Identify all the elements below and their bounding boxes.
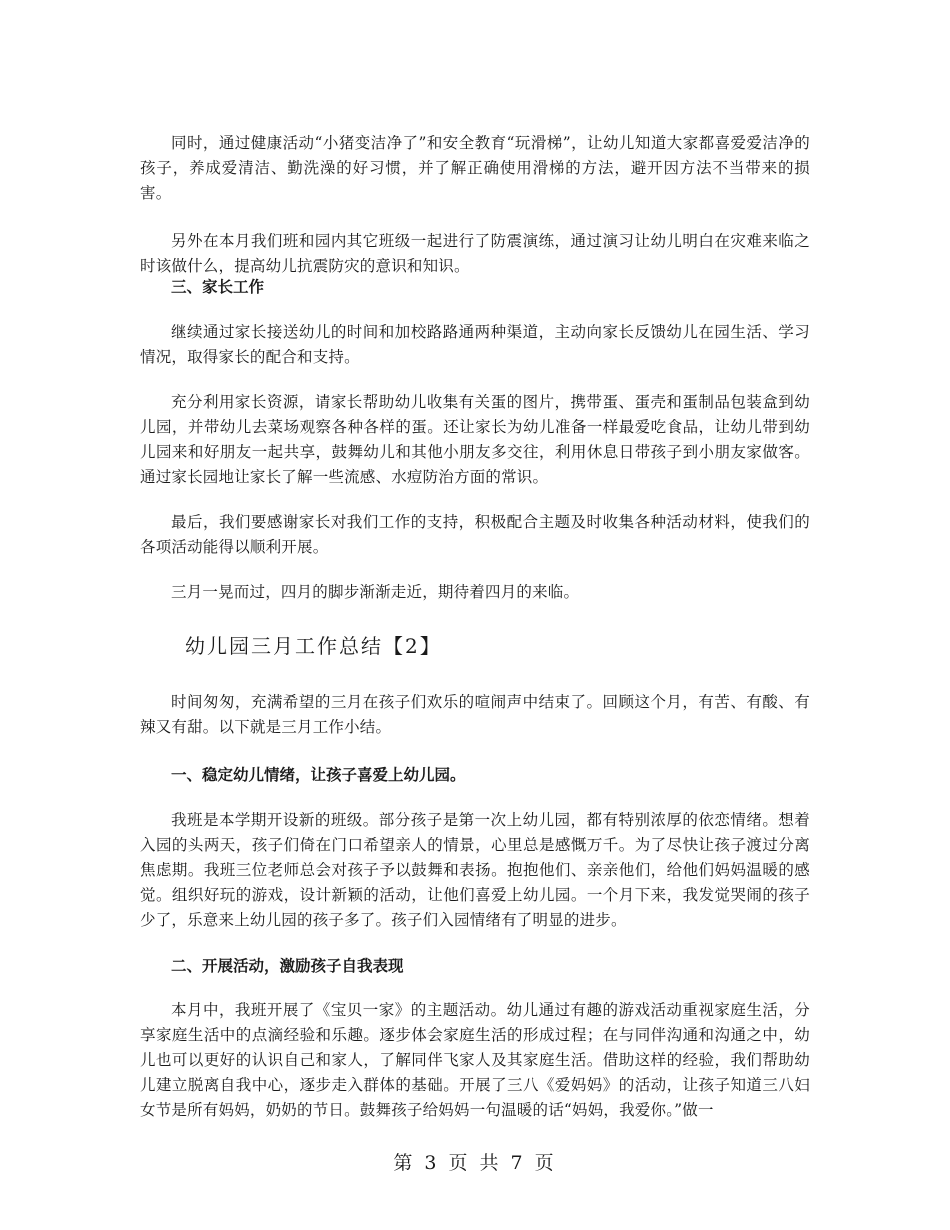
paragraph-thanks-parents: 最后，我们要感谢家长对我们工作的支持，积极配合主题及时收集各种活动材料，使我们的各项活动能得以顺利开展。 (140, 513, 810, 556)
heading-activities: 二、开展活动，激励孩子自我表现 (171, 956, 404, 975)
heading-stabilize-emotions: 一、稳定幼儿情绪，让孩子喜爱上幼儿园。 (171, 765, 466, 784)
section-title: 幼儿园三月工作总结【2】 (185, 634, 442, 658)
paragraph-earthquake-drill: 另外在本月我们班和园内其它班级一起进行了防震演练，通过演习让幼儿明白在灾难来临之时该做什么，提高幼儿抗震防灾的意识和知识。 (140, 232, 810, 275)
heading-parent-work: 三、家长工作 (171, 277, 265, 296)
paragraph-parent-resources: 充分利用家长资源，请家长帮助幼儿收集有关蛋的图片，携带蛋、蛋壳和蛋制品包装盒到幼儿园，并带幼儿去菜场观察各种各样的蛋。还让家长为幼儿准备一样最爱吃食品，让幼儿带到幼儿园来和好朋友一起共享，鼓舞幼儿和其他小朋友多交往，利用休息日带孩子到小朋友家做客。通过家长园地让家长了解一些流感、水痘防治方面的常识。 (140, 393, 810, 486)
paragraph-april-approaching: 三月一晃而过，四月的脚步渐渐走近，期待着四月的来临。 (171, 583, 580, 601)
page-number-footer: 第 3 页 共 7 页 (393, 1152, 557, 1174)
paragraph-parent-channels: 继续通过家长接送幼儿的时间和加校路路通两种渠道，主动向家长反馈幼儿在园生活、学习情况，取得家长的配合和支持。 (140, 323, 810, 366)
paragraph-hygiene-safety: 同时，通过健康活动“小猪变洁净了”和安全教育“玩滑梯”，让幼儿知道大家都喜爱爱洁净的孩子，养成爱清洁、勤洗澡的好习惯，并了解正确使用滑梯的方法，避开因方法不当带来的损害。 (140, 134, 810, 202)
paragraph-march-intro: 时间匆匆，充满希望的三月在孩子们欢乐的喧闹声中结束了。回顾这个月，有苦、有酸、有辣又有甜。以下就是三月工作小结。 (140, 693, 810, 736)
paragraph-family-theme: 本月中，我班开展了《宝贝一家》的主题活动。幼儿通过有趣的游戏活动重视家庭生活，分享家庭生活中的点滴经验和乐趣。逐步体会家庭生活的形成过程；在与同伴沟通和沟通之中，幼儿也可以更好的认识自己和家人，了解同伴飞家人及其家庭生活。借助这样的经验，我们帮助幼儿建立脱离自我中心，逐步走入群体的基础。开展了三八《爱妈妈》的活动，让孩子知道三八妇女节是所有妈妈，奶奶的节日。鼓舞孩子给妈妈一句温暖的话“妈妈，我爱你。”做一 (140, 1001, 810, 1119)
paragraph-new-class: 我班是本学期开设新的班级。部分孩子是第一次上幼儿园，都有特别浓厚的依恋情绪。想着入园的头两天，孩子们倚在门口希望亲人的情景，心里总是感慨万千。为了尽快让孩子渡过分离焦虑期。我班三位老师总会对孩子予以鼓舞和表扬。抱抱他们、亲亲他们，给他们妈妈温暖的感觉。组织好玩的游戏，设计新颖的活动，让他们喜爱上幼儿园。一个月下来，我发觉哭闹的孩子少了，乐意来上幼儿园的孩子多了。孩子们入园情绪有了明显的进步。 (140, 811, 810, 929)
